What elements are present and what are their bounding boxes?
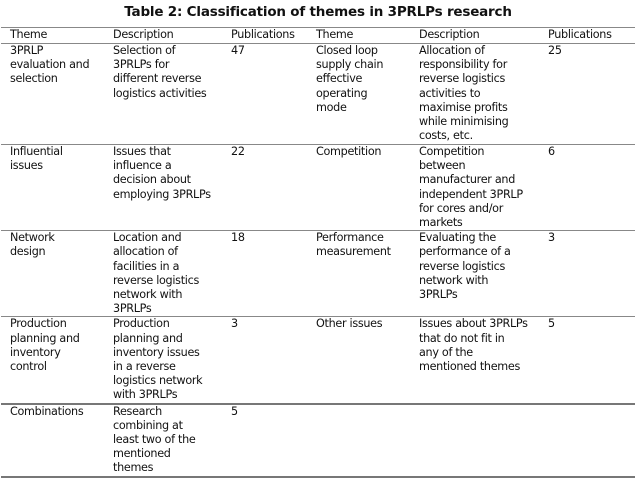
theme-cell: Competition xyxy=(316,145,382,158)
header-description: Description xyxy=(113,28,174,41)
theme-cell: Production planning and inventory control xyxy=(10,317,80,374)
theme-cell xyxy=(307,404,410,477)
description-cell: Research combining at least two of the mentioned themes xyxy=(113,404,196,475)
publications-cell: 3 xyxy=(548,231,555,245)
table-row xyxy=(1,44,635,145)
table-row xyxy=(1,404,635,477)
publications-cell: 5 xyxy=(231,404,238,418)
theme-cell: Influential issues xyxy=(10,145,63,173)
header-theme-2: Theme xyxy=(316,28,354,41)
publications-cell: 18 xyxy=(231,231,245,245)
theme-cell: Performance measurement xyxy=(316,231,391,259)
description-cell: Issues about 3PRLPs that do not fit in any of the mentioned themes xyxy=(419,317,528,374)
publications-cell: 5 xyxy=(548,317,555,331)
publications-cell: 25 xyxy=(548,44,562,57)
theme-cell: 3PRLP evaluation and selection xyxy=(10,44,90,86)
description-cell: Issues that influence a decision about employing 3PRLPs xyxy=(113,145,211,201)
publications-cell: 3 xyxy=(231,317,238,331)
description-cell: Selection of 3PRLPs for different reverse logistics activities xyxy=(113,44,207,100)
publications-cell xyxy=(539,404,635,477)
header-publications: Publications xyxy=(231,28,295,41)
publications-cell: 47 xyxy=(231,44,245,57)
theme-cell: Other issues xyxy=(316,317,383,331)
publications-cell: 22 xyxy=(231,145,245,158)
header-description-2: Description xyxy=(419,28,480,41)
table-title: Table 2: Classification of themes in 3PRLPs research xyxy=(124,4,512,20)
themes-table xyxy=(1,27,635,478)
description-cell: Allocation of responsibility for reverse logistics activities to maximise profits while minimising costs, etc. xyxy=(419,44,509,143)
description-cell: Production planning and inventory issues in a reverse logistics network with 3PRLPs xyxy=(113,317,203,402)
table-row xyxy=(1,317,635,404)
description-cell xyxy=(410,404,539,477)
theme-cell: Combinations xyxy=(10,404,84,418)
publications-cell: 6 xyxy=(548,145,555,158)
header-theme: Theme xyxy=(10,28,48,41)
description-cell: Evaluating the performance of a reverse logistics network with 3PRLPs xyxy=(419,231,511,302)
table-header-row xyxy=(1,28,635,44)
description-cell: Location and allocation of facilities in a reverse logistics network with 3PRLPs xyxy=(113,231,199,316)
table-row xyxy=(1,145,635,231)
description-cell: Competition between manufacturer and independent 3PRLP for cores and/or markets xyxy=(419,145,523,230)
table-row xyxy=(1,231,635,317)
theme-cell: Closed loop supply chain effective operating mode xyxy=(316,44,384,114)
theme-cell: Network design xyxy=(10,231,55,259)
header-publications-2: Publications xyxy=(548,28,612,41)
